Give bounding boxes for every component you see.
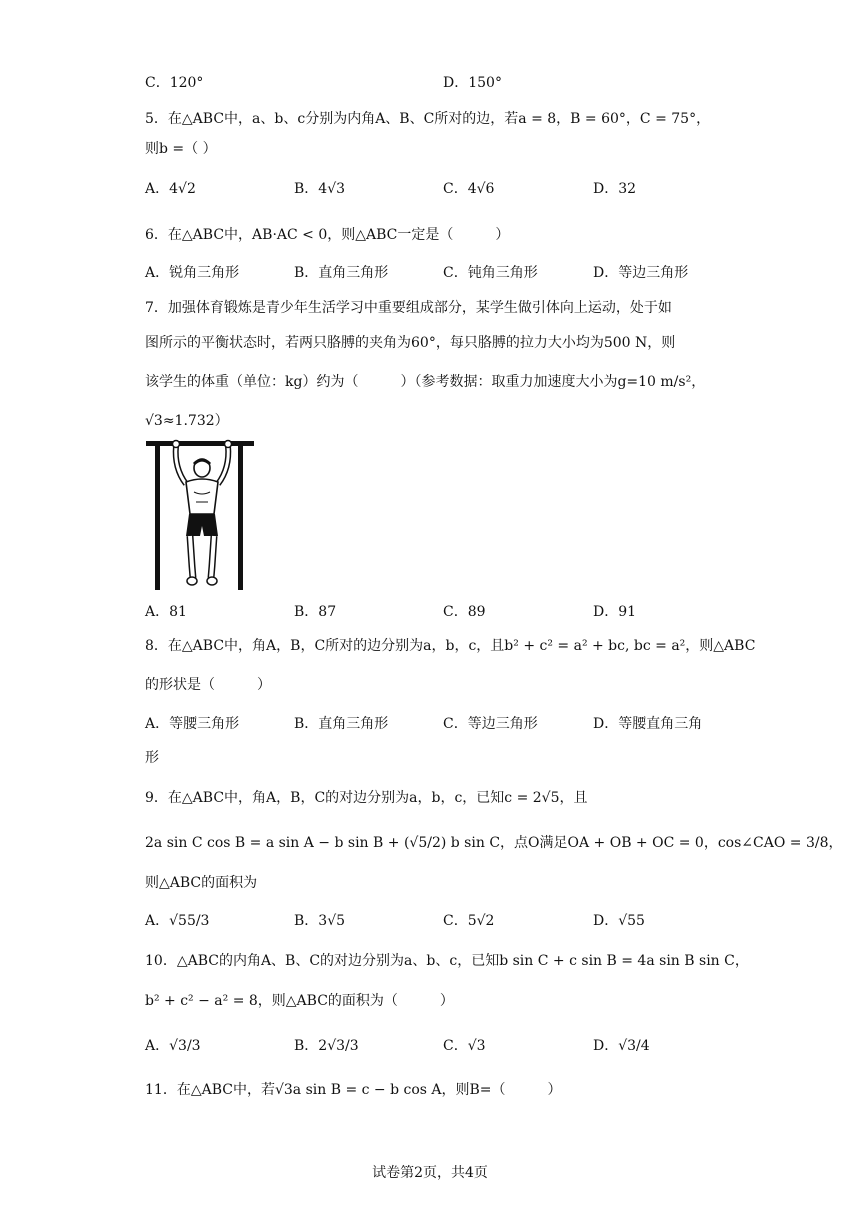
q8-stem-line2: 的形状是（ ） (145, 677, 271, 693)
q7-option-d: D．91 (593, 604, 637, 620)
q8-option-d-wrap: 形 (145, 750, 159, 766)
q5-stem-line2: 则b =（ ） (145, 141, 217, 157)
q8-option-a: A．等腰三角形 (145, 716, 240, 732)
q7-option-b: B．87 (294, 604, 337, 620)
q5-option-d: D．32 (593, 181, 637, 197)
q7-stem-line2: 图所示的平衡状态时，若两只胳膊的夹角为60°，每只胳膊的拉力大小均为500 N，则 (145, 335, 676, 351)
q5-stem-line1: 5．在△ABC中，a、b、c分别为内角A、B、C所对的边，若a = 8，B = 60°，C = 75°， (145, 111, 711, 127)
q8-option-b: B．直角三角形 (294, 716, 389, 732)
q7-stem-line4: √3≈1.732） (145, 413, 229, 429)
q9-stem-line3: 则△ABC的面积为 (145, 875, 258, 891)
q6-option-a: A．锐角三角形 (145, 265, 240, 281)
q6-option-d: D．等边三角形 (593, 265, 689, 281)
q5-option-c: C．4√6 (443, 181, 495, 197)
q9-option-d: D．√55 (593, 913, 645, 929)
q10-stem-line1: 10．△ABC的内角A、B、C的对边分别为a、b、c，已知b sin C + c sin B = 4a sin B sin C， (145, 953, 749, 969)
q4-option-d: D．150° (443, 75, 502, 91)
q7-stem-line3: 该学生的体重（单位：kg）约为（ ）（参考数据：取重力加速度大小为g=10 m/s²， (145, 374, 706, 390)
q9-stem-line1: 9．在△ABC中，角A，B，C的对边分别为a，b，c，已知c = 2√5，且 (145, 790, 588, 806)
q6-option-b: B．直角三角形 (294, 265, 389, 281)
pull-up-figure (146, 438, 254, 590)
q7-option-c: C．89 (443, 604, 486, 620)
q11-stem: 11．在△ABC中，若√3a sin B = c − b cos A，则B=（ ） (145, 1082, 562, 1098)
q10-option-d: D．√3/4 (593, 1038, 650, 1054)
q10-option-c: C．√3 (443, 1038, 486, 1054)
q10-option-a: A．√3/3 (145, 1038, 201, 1054)
q7-option-a: A．81 (145, 604, 187, 620)
q9-option-a: A．√55/3 (145, 913, 210, 929)
q8-option-d: D．等腰直角三角 (593, 716, 703, 732)
q9-option-b: B．3√5 (294, 913, 346, 929)
q6-stem: 6．在△ABC中，AB·AC < 0，则△ABC一定是（ ） (145, 227, 510, 243)
q6-option-c: C．钝角三角形 (443, 265, 538, 281)
q9-stem-line2: 2a sin C cos B = a sin A − b sin B + (√5/2) b sin C，点O满足OA + OB + OC = 0，cos∠CAO = 3/8， (145, 835, 843, 851)
q10-stem-line2: b² + c² − a² = 8，则△ABC的面积为（ ） (145, 993, 454, 1009)
q9-option-c: C．5√2 (443, 913, 495, 929)
q5-option-a: A．4√2 (145, 181, 196, 197)
q8-stem-line1: 8．在△ABC中，角A，B，C所对的边分别为a，b，c，且b² + c² = a² + bc, bc = a²，则△ABC (145, 638, 756, 654)
q10-option-b: B．2√3/3 (294, 1038, 359, 1054)
q5-option-b: B．4√3 (294, 181, 346, 197)
q7-stem-line1: 7．加强体育锻炼是青少年生活学习中重要组成部分，某学生做引体向上运动，处于如 (145, 300, 672, 316)
page-footer: 试卷第2页，共4页 (372, 1165, 488, 1181)
q8-option-c: C．等边三角形 (443, 716, 538, 732)
q4-option-c: C．120° (145, 75, 204, 91)
